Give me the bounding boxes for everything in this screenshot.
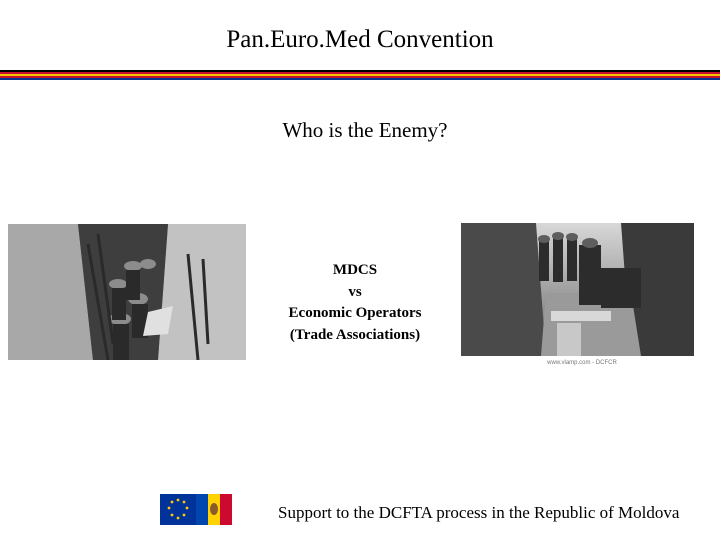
right-trench-photo-graphic [461, 223, 694, 356]
flags-logo [160, 494, 232, 525]
left-trench-photo-graphic [8, 224, 246, 360]
header-divider-stripes [0, 70, 720, 80]
right-photo-caption: www.vlamp.com - DCFCR [547, 360, 617, 366]
eu-moldova-flags-icon [160, 494, 232, 525]
center-line-vs: vs [348, 283, 362, 300]
header-stripe-4 [0, 78, 720, 80]
right-trench-photo [461, 223, 694, 356]
left-trench-photo [8, 224, 246, 360]
slide-title: Who is the Enemy? [282, 118, 448, 142]
header-title: Pan.Euro.Med Convention [226, 26, 494, 53]
footer-text: Support to the DCFTA process in the Republic of Moldova [278, 503, 680, 522]
center-line-trade-associations: (Trade Associations) [289, 326, 421, 343]
center-text-block [255, 260, 455, 346]
center-line-mdcs: MDCS [332, 262, 378, 278]
center-line-economic-operators: Economic Operators [288, 305, 422, 321]
